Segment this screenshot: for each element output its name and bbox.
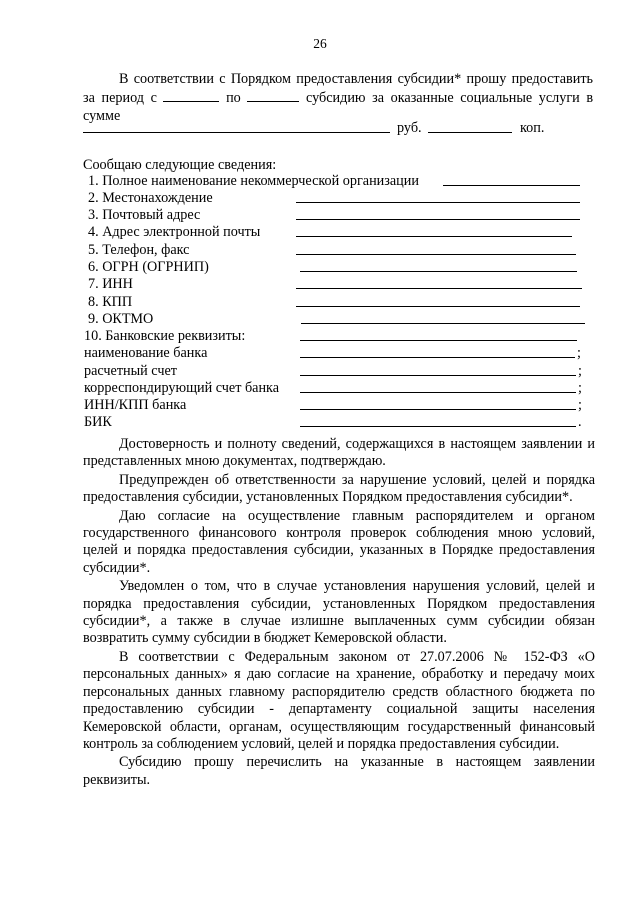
field-input-line[interactable] [296, 224, 572, 237]
field-suffix: ; [578, 363, 582, 379]
intro-text-2: по [226, 90, 241, 106]
paragraph-consent-audit: Даю согласие на осуществление главным распорядителем и органом государственного финансового контроля проверок соблюдения мною условий, целей и порядка предоставления субсидии, указанных в Порядке предоставления субсидии*. [83, 507, 595, 576]
field-input-line[interactable] [300, 328, 577, 341]
field-label: 9. ОКТМО [88, 311, 154, 327]
intro-text-1: В соответствии с Порядком предоставления субсидии* прошу предоставить за период с [83, 71, 593, 106]
field-label: ИНН/КПП банка [84, 397, 187, 413]
field-input-line[interactable] [300, 414, 576, 427]
field-input-line[interactable] [296, 190, 580, 203]
field-label: корреспондирующий счет банка [84, 380, 280, 396]
field-row [0, 276, 640, 293]
field-input-line[interactable] [296, 207, 580, 220]
period-start-field[interactable] [163, 88, 219, 102]
paragraph-reliability: Достоверность и полноту сведений, содержащихся в настоящем заявлении и представленных мною документах, подтверждаю. [83, 436, 595, 470]
field-row [0, 414, 640, 431]
field-row [0, 173, 640, 190]
field-row [0, 294, 640, 311]
field-input-line[interactable] [296, 276, 582, 289]
field-label: 7. ИНН [88, 276, 133, 292]
field-row [0, 380, 640, 397]
field-input-line[interactable] [296, 242, 576, 255]
page-number: 26 [313, 36, 327, 51]
field-input-line[interactable] [300, 259, 577, 272]
field-label: 4. Адрес электронной почты [88, 224, 261, 240]
paragraph-warning: Предупрежден об ответственности за нарушение условий, целей и порядка предоставления субсидии, установленных Порядком предоставления субсидии*. [83, 471, 595, 506]
field-label: 8. КПП [88, 294, 133, 310]
field-row [0, 397, 640, 414]
field-label: 2. Местонахождение [88, 190, 213, 206]
kopecks-field[interactable] [428, 132, 512, 133]
declarations [83, 436, 595, 790]
intro-text-3: субсидию за оказанные социальные услуги в сумме [83, 90, 594, 124]
field-suffix: . [578, 414, 582, 430]
field-label: наименование банка [84, 345, 208, 361]
field-suffix: ; [578, 380, 582, 396]
field-input-line[interactable] [301, 311, 585, 324]
kop-label: коп. [520, 120, 545, 136]
field-label: 10. Банковские реквизиты: [84, 328, 246, 344]
field-input-line[interactable] [443, 173, 580, 186]
field-row [0, 242, 640, 259]
field-label: 5. Телефон, факс [88, 242, 190, 258]
field-row [0, 207, 640, 224]
field-row [0, 363, 640, 380]
field-input-line[interactable] [296, 294, 580, 307]
field-label: расчетный счет [84, 363, 177, 379]
rub-label: руб. [397, 120, 422, 136]
info-title: Сообщаю следующие сведения: [83, 157, 277, 173]
field-row [0, 311, 640, 328]
period-end-field[interactable] [247, 88, 299, 102]
field-row [0, 259, 640, 276]
field-label: 3. Почтовый адрес [88, 207, 201, 223]
field-input-line[interactable] [300, 397, 576, 410]
field-input-line[interactable] [300, 380, 576, 393]
paragraph-notice: Уведомлен о том, что в случае установления нарушения условий, целей и порядка предоставления субсидии, установленных Порядком предоставления субсидии*, а также в случае излишне выплаченных сумм субсидии обязан возвратить сумму субсидии в бюджет Кемеровской области. [83, 578, 595, 647]
field-row [0, 224, 640, 241]
field-input-line[interactable] [300, 363, 576, 376]
sum-row [83, 120, 593, 138]
field-row [0, 190, 640, 207]
field-suffix: ; [577, 345, 581, 361]
field-label: БИК [84, 414, 112, 430]
field-row [0, 328, 640, 345]
field-suffix: ; [578, 397, 582, 413]
field-input-line[interactable] [300, 345, 575, 358]
field-row [0, 345, 640, 362]
paragraph-personal-data: В соответствии с Федеральным законом от 27.07.2006 № 152-ФЗ «О персональных данных» я даю согласие на хранение, обработку и передачу моих персональных данных главному распорядителю средств областного бюджета по предоставлению субсидии - департаменту социальной защиты населения Кемеровской области, органам, осуществляющим государственный финансовый контроль за соблюдением условий, целей и порядка предоставления субсидии. [83, 648, 595, 752]
field-label: 1. Полное наименование некоммерческой организации [88, 173, 419, 189]
paragraph-transfer: Субсидию прошу перечислить на указанные в настоящем заявлении реквизиты. [83, 754, 595, 788]
rubles-field[interactable] [83, 132, 390, 133]
request-paragraph [83, 70, 593, 125]
field-label: 6. ОГРН (ОГРНИП) [88, 259, 209, 275]
